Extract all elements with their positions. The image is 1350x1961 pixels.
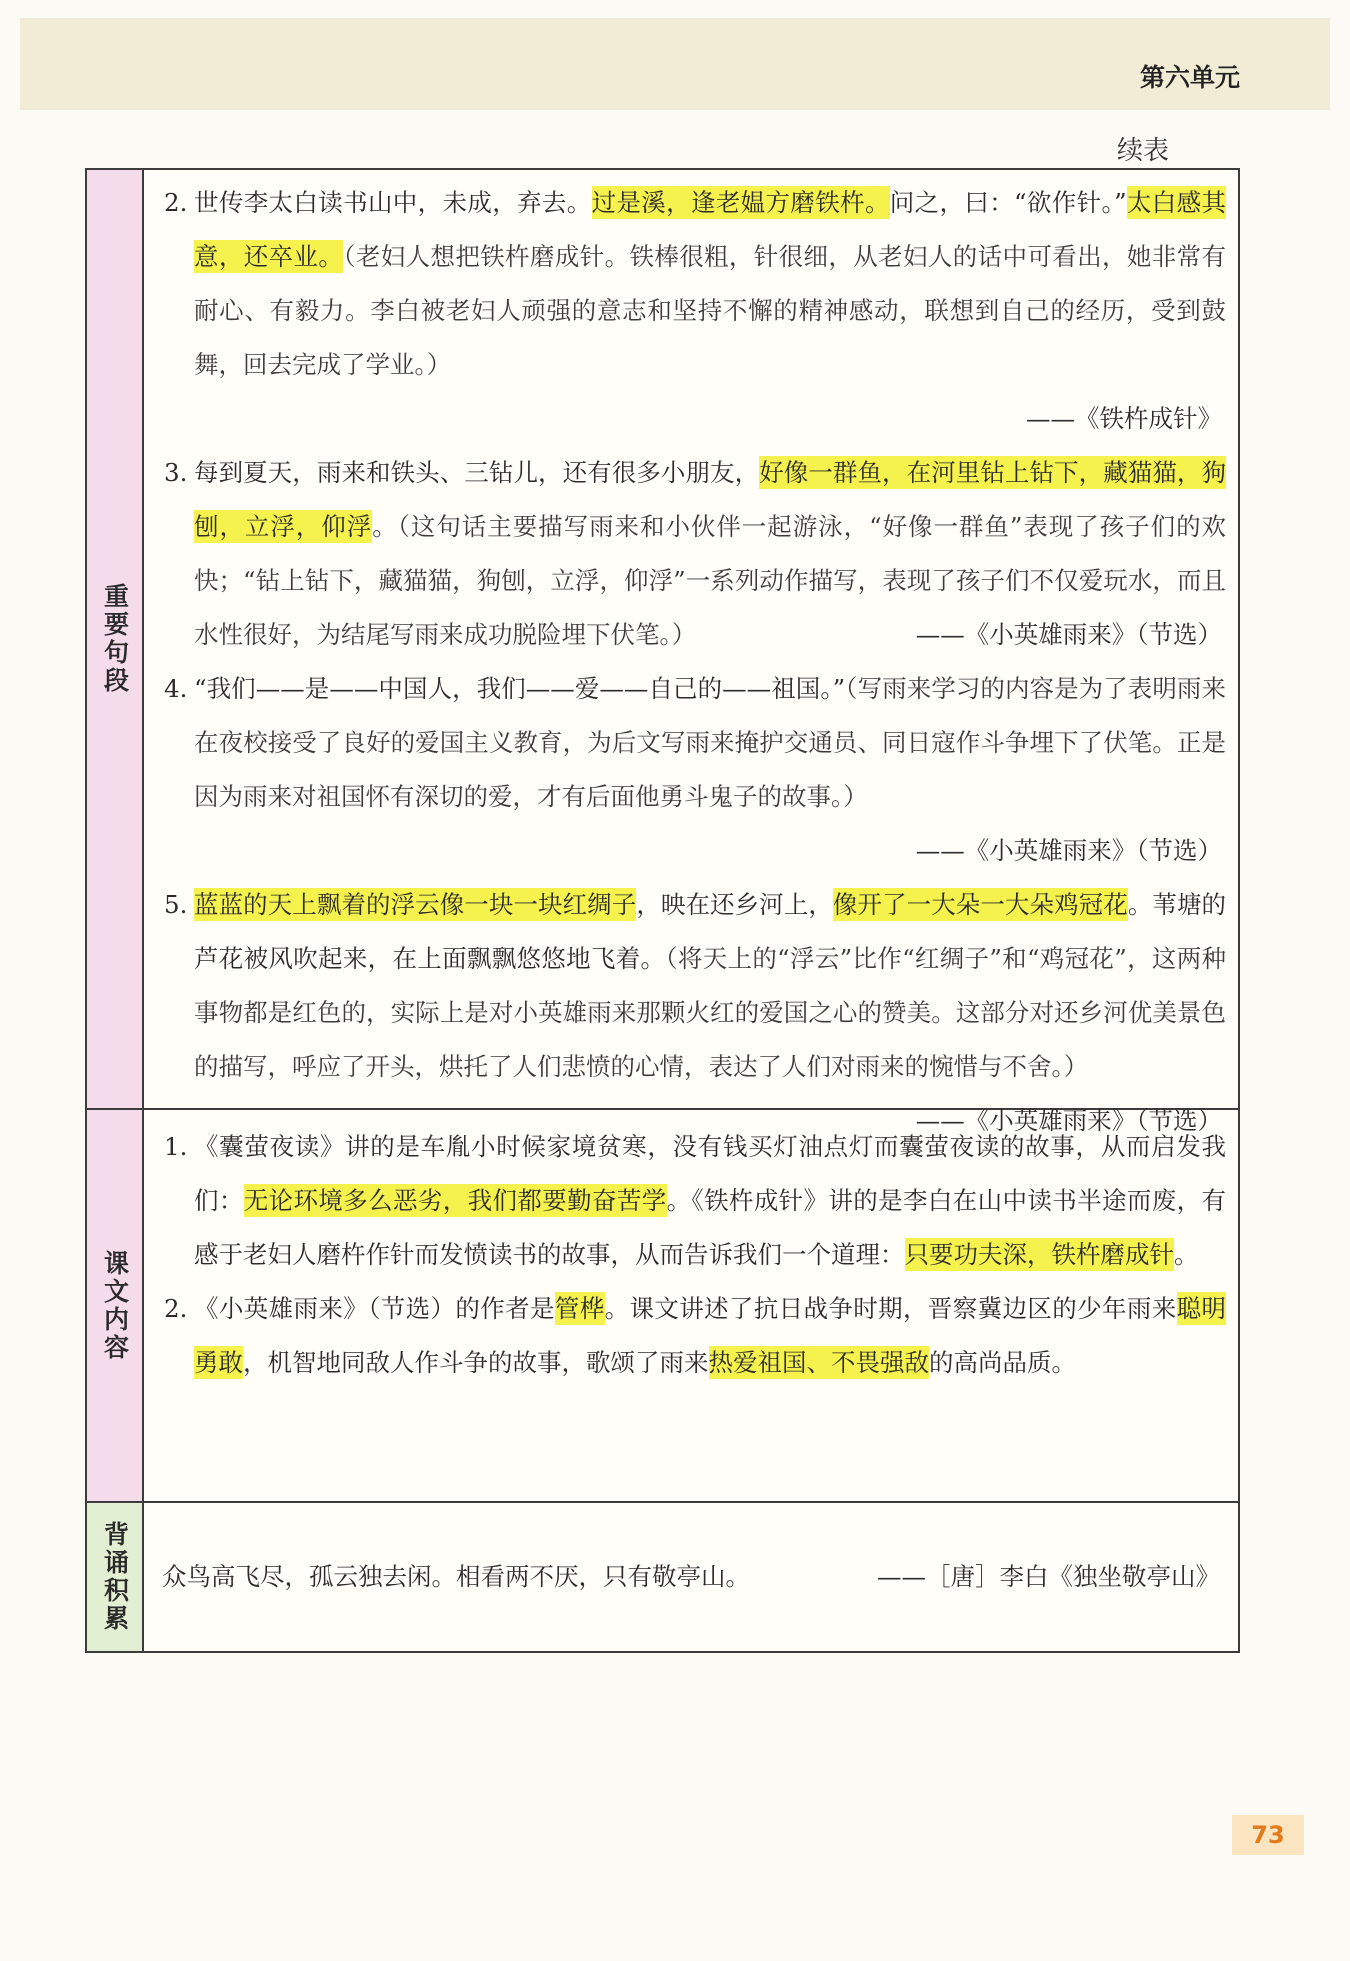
side-label-cell: [87, 1110, 144, 1501]
highlight-text: 像开了一大朵一大朵鸡冠花: [832, 890, 1128, 919]
highlight-text: 聪明勇敢: [194, 1294, 1227, 1377]
sentence-text: 世传李太白读书山中，未成，弃去。: [194, 188, 592, 217]
continued-label: 续表: [1117, 136, 1170, 166]
side-label-cell: [87, 170, 144, 1108]
content-text: 。: [1174, 1240, 1199, 1269]
poem-source: ——［唐］李白《独坐敬亭山》: [877, 1562, 1220, 1591]
section-label: 背诵积累: [100, 1521, 130, 1633]
highlight-text: 无论环境多么恶劣，我们都要勤奋苦学: [243, 1186, 667, 1215]
content-text: 的高尚品质。: [929, 1348, 1076, 1377]
list-item: [156, 446, 1226, 662]
unit-title: 第六单元: [1140, 63, 1241, 92]
annotation-note: （这句话主要描写雨来和小伙伴一起游泳，“好像一群鱼”表现了孩子们的欢快；“钻上钻下，藏猫猫，狗刨，立浮，仰浮”一系列动作描写，表现了孩子们不仅爱玩水，而且水性很好，为结尾写雨来成功脱险埋下伏笔。）: [194, 512, 1227, 649]
sentence-text: “我们——是——中国人，我们——爱——自己的——祖国。”: [194, 674, 846, 703]
sentence-text: 问之，曰：“欲作针。”: [889, 188, 1127, 217]
item-number: 2.: [164, 1294, 188, 1323]
highlight-text: 好像一群鱼，在河里钻上钻下，藏猫猫，狗刨，立浮，仰浮: [194, 458, 1227, 541]
side-label-cell: [87, 1503, 144, 1651]
content-text: 。课文讲述了抗日战争时期，晋察冀边区的少年雨来: [604, 1294, 1177, 1323]
poem-line: [156, 1503, 1226, 1651]
item-number: 1.: [164, 1132, 188, 1161]
item-number: 5.: [164, 890, 188, 919]
annotation-note: （老妇人想把铁杵磨成针。铁棒很粗，针很细，从老妇人的话中可看出，她非常有耐心、有毅力。李白被老妇人顽强的意志和坚持不懈的精神感动，联想到自己的经历，受到鼓舞，回去完成了学业。）: [194, 242, 1226, 379]
highlight-text: 太白感其意，还卒业。: [194, 188, 1226, 271]
highlight-text: 过是溪，逢老媪方磨铁杵。: [591, 188, 890, 217]
recite-body: [144, 1503, 1238, 1651]
key-sentences-content: [144, 170, 1238, 1135]
highlight-text: 只要功夫深，铁杵磨成针: [904, 1240, 1174, 1269]
list-item: [156, 1282, 1226, 1390]
sentence-text: 。苇塘的芦花被风吹起来，在上面飘飘悠悠地飞着。: [194, 890, 1227, 973]
sentence-text: 每到夏天，雨来和铁头、三钻儿，还有很多小朋友，: [194, 458, 760, 487]
content-text: 《小英雄雨来》（节选）的作者是: [194, 1294, 555, 1323]
highlight-text: 蓝蓝的天上飘着的浮云像一块一块红绸子: [194, 890, 637, 919]
summary-table: [85, 168, 1240, 1653]
page-number: 73: [1232, 1815, 1304, 1855]
source-citation: ——《小英雄雨来》（节选）: [915, 1106, 1222, 1135]
list-item: [156, 662, 1226, 878]
highlight-text: 热爱祖国、不畏强敌: [708, 1348, 929, 1377]
content-text: ，机智地同敌人作斗争的故事，歌颂了雨来: [243, 1348, 709, 1377]
text-content-body: [144, 1110, 1238, 1501]
item-number: 4.: [164, 674, 188, 703]
item-number: 2.: [164, 188, 188, 217]
content-text: 。《铁杵成针》讲的是李白在山中读书半途而废，有感于老妇人磨杵作针而发愤读书的故事，从而告诉我们一个道理：: [194, 1186, 1227, 1269]
source-citation: ——《小英雄雨来》（节选）: [915, 620, 1222, 649]
sentence-text: 。: [372, 512, 398, 541]
header-band: [20, 18, 1330, 110]
poem-text: 众鸟高飞尽，孤云独去闲。相看两不厌，只有敬亭山。: [162, 1562, 750, 1591]
row-text-content: [87, 1110, 1238, 1503]
list-item: [156, 1120, 1226, 1282]
highlight-text: 管桦: [554, 1294, 605, 1323]
sentence-text: ，映在还乡河上，: [636, 890, 833, 919]
annotation-note: （写雨来学习的内容是为了表明雨来在夜校接受了良好的爱国主义教育，为后文写雨来掩护交通员、同日寇作斗争埋下了伏笔。正是因为雨来对祖国怀有深切的爱，才有后面他勇斗鬼子的故事。）: [194, 674, 1226, 811]
list-item: [156, 176, 1226, 446]
list-item: [156, 878, 1227, 1135]
section-label: 重要句段: [100, 583, 130, 695]
row-recite: [87, 1503, 1238, 1651]
section-label: 课文内容: [100, 1249, 130, 1362]
source-citation: ——《铁杵成针》: [1026, 404, 1222, 433]
row-key-sentences: [87, 170, 1238, 1135]
content-text: 《囊萤夜读》讲的是车胤小时候家境贫寒，没有钱买灯油点灯而囊萤夜读的故事，从而启发我们：: [194, 1132, 1226, 1215]
item-number: 3.: [164, 458, 188, 487]
source-citation: ——《小英雄雨来》（节选）: [915, 836, 1222, 865]
annotation-note: （将天上的“浮云”比作“红绸子”和“鸡冠花”，这两种事物都是红色的，实际上是对小英雄雨来那颗火红的爱国之心的赞美。这部分对还乡河优美景色的描写，呼应了开头，烘托了人们悲愤的心情，表达了人们对雨来的惋惜与不舍。）: [194, 944, 1226, 1081]
